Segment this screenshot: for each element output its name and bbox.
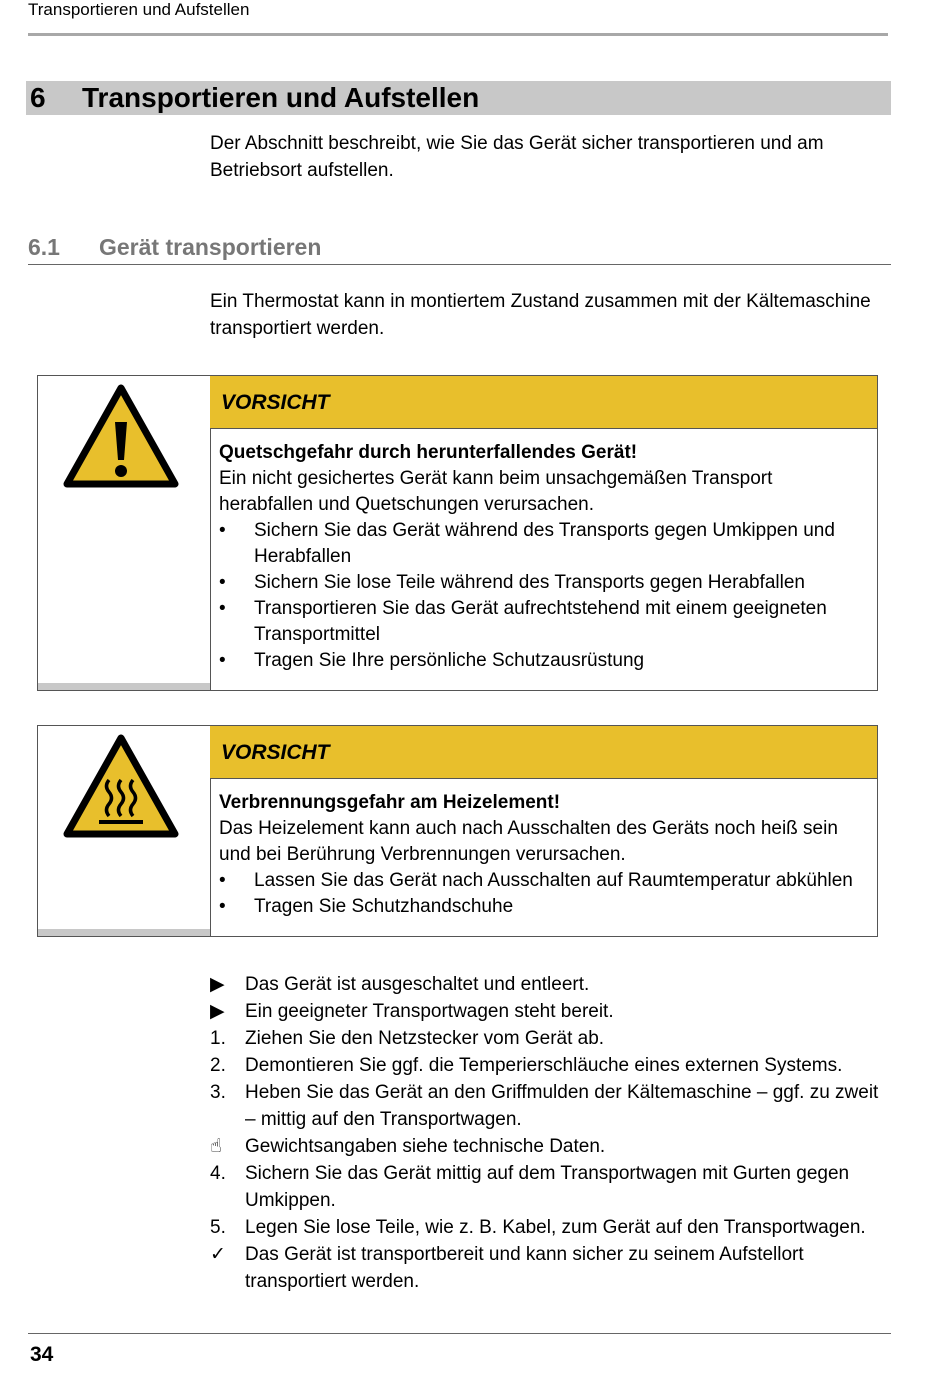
step-number: 2. bbox=[210, 1055, 226, 1076]
warning-body bbox=[219, 440, 869, 674]
page-number: 34 bbox=[30, 1343, 54, 1366]
icon-column-shade bbox=[38, 929, 210, 936]
warning-label: VORSICHT bbox=[221, 391, 330, 414]
step-item bbox=[210, 1214, 880, 1241]
step-item bbox=[210, 1025, 880, 1052]
hot-surface-icon bbox=[63, 734, 179, 843]
warning-bullet: • Tragen Sie Schutzhandschuhe bbox=[219, 894, 869, 920]
step-text: Ein geeigneter Transportwagen steht bereit. bbox=[245, 1001, 614, 1022]
warning-header bbox=[210, 376, 877, 429]
step-number: 4. bbox=[210, 1163, 226, 1184]
step-item bbox=[210, 1052, 880, 1079]
warning-icon-column bbox=[38, 376, 211, 690]
icon-column-shade bbox=[38, 683, 210, 690]
running-header: Transportieren und Aufstellen bbox=[28, 0, 250, 19]
warning-bullet: • Transportieren Sie das Gerät aufrechtstehend mit einem geeigneten Transportmittel bbox=[219, 598, 827, 645]
section-title: Gerät transportieren bbox=[99, 234, 322, 260]
procedure-steps bbox=[210, 971, 880, 1295]
chapter-title: Transportieren und Aufstellen bbox=[82, 82, 480, 113]
checkmark-icon: ✓ bbox=[210, 1244, 226, 1265]
step-text: Legen Sie lose Teile, wie z. B. Kabel, zum Gerät auf den Transportwagen. bbox=[245, 1217, 866, 1238]
footer-rule bbox=[28, 1333, 891, 1334]
bullet-dot: • bbox=[219, 870, 226, 891]
warning-title: Quetschgefahr durch herunterfallendes Gerät! bbox=[219, 442, 638, 463]
warning-box-burn bbox=[37, 725, 878, 937]
step-item bbox=[210, 1160, 880, 1214]
warning-bullet: • Lassen Sie das Gerät nach Ausschalten auf Raumtemperatur abkühlen bbox=[219, 868, 869, 894]
step-text: Heben Sie das Gerät an den Griffmulden der Kältemaschine – ggf. zu zweit – mittig auf den Transportwagen. bbox=[245, 1082, 879, 1130]
warning-bullet: • Tragen Sie Ihre persönliche Schutzausrüstung bbox=[219, 648, 869, 674]
arrow-marker-icon: ▶ bbox=[210, 974, 225, 995]
section-number: 6.1 bbox=[28, 234, 60, 260]
result-item bbox=[210, 1241, 880, 1295]
warning-bullet-list bbox=[219, 518, 869, 674]
note-item bbox=[210, 1133, 880, 1160]
warning-bullet-list bbox=[219, 868, 869, 920]
step-number: 5. bbox=[210, 1217, 226, 1238]
warning-title: Verbrennungsgefahr am Heizelement! bbox=[219, 792, 561, 813]
step-text: Sichern Sie das Gerät mittig auf dem Transportwagen mit Gurten gegen Umkippen. bbox=[245, 1163, 850, 1211]
precondition-item bbox=[210, 998, 880, 1025]
arrow-marker-icon: ▶ bbox=[210, 1001, 225, 1022]
section-rule bbox=[28, 264, 891, 265]
precondition-item bbox=[210, 971, 880, 998]
general-warning-icon bbox=[63, 384, 179, 493]
pointing-hand-icon: ☝ bbox=[210, 1136, 222, 1157]
warning-text: Ein nicht gesichertes Gerät kann beim unsachgemäßen Transport herabfallen und Quetschungen verursachen. bbox=[219, 468, 773, 515]
bullet-dot: • bbox=[219, 572, 226, 593]
step-text: Das Gerät ist ausgeschaltet und entleert. bbox=[245, 974, 590, 995]
step-number: 1. bbox=[210, 1028, 226, 1049]
warning-header bbox=[210, 726, 877, 779]
step-item bbox=[210, 1079, 880, 1133]
bullet-dot: • bbox=[219, 520, 226, 541]
step-text: Das Gerät ist transportbereit und kann sicher zu seinem Aufstellort transportiert werden. bbox=[245, 1244, 804, 1292]
bullet-dot: • bbox=[219, 650, 226, 671]
bullet-dot: • bbox=[219, 598, 226, 619]
bullet-dot: • bbox=[219, 896, 226, 917]
warning-text: Das Heizelement kann auch nach Ausschalten des Geräts noch heiß sein und bei Berührung Verbrennungen verursachen. bbox=[219, 818, 838, 865]
warning-bullet: • Sichern Sie das Gerät während des Transports gegen Umkippen und Herabfallen bbox=[219, 520, 835, 567]
warning-label: VORSICHT bbox=[221, 741, 330, 764]
section-intro: Ein Thermostat kann in montiertem Zustand zusammen mit der Kältemaschine transportiert werden. bbox=[210, 291, 871, 339]
warning-bullet: • Sichern Sie lose Teile während des Transports gegen Herabfallen bbox=[219, 570, 869, 596]
warning-box-crush bbox=[37, 375, 878, 691]
chapter-number: 6 bbox=[30, 82, 46, 113]
step-text: Gewichtsangaben siehe technische Daten. bbox=[245, 1136, 606, 1157]
warning-body bbox=[219, 790, 869, 920]
step-text: Demontieren Sie ggf. die Temperierschläuche eines externen Systems. bbox=[245, 1055, 843, 1076]
warning-icon-column bbox=[38, 726, 211, 936]
chapter-intro: Der Abschnitt beschreibt, wie Sie das Gerät sicher transportieren und am Betriebsort aufstellen. bbox=[210, 133, 824, 181]
step-number: 3. bbox=[210, 1082, 226, 1103]
step-text: Ziehen Sie den Netzstecker vom Gerät ab. bbox=[245, 1028, 605, 1049]
header-rule bbox=[28, 33, 888, 36]
